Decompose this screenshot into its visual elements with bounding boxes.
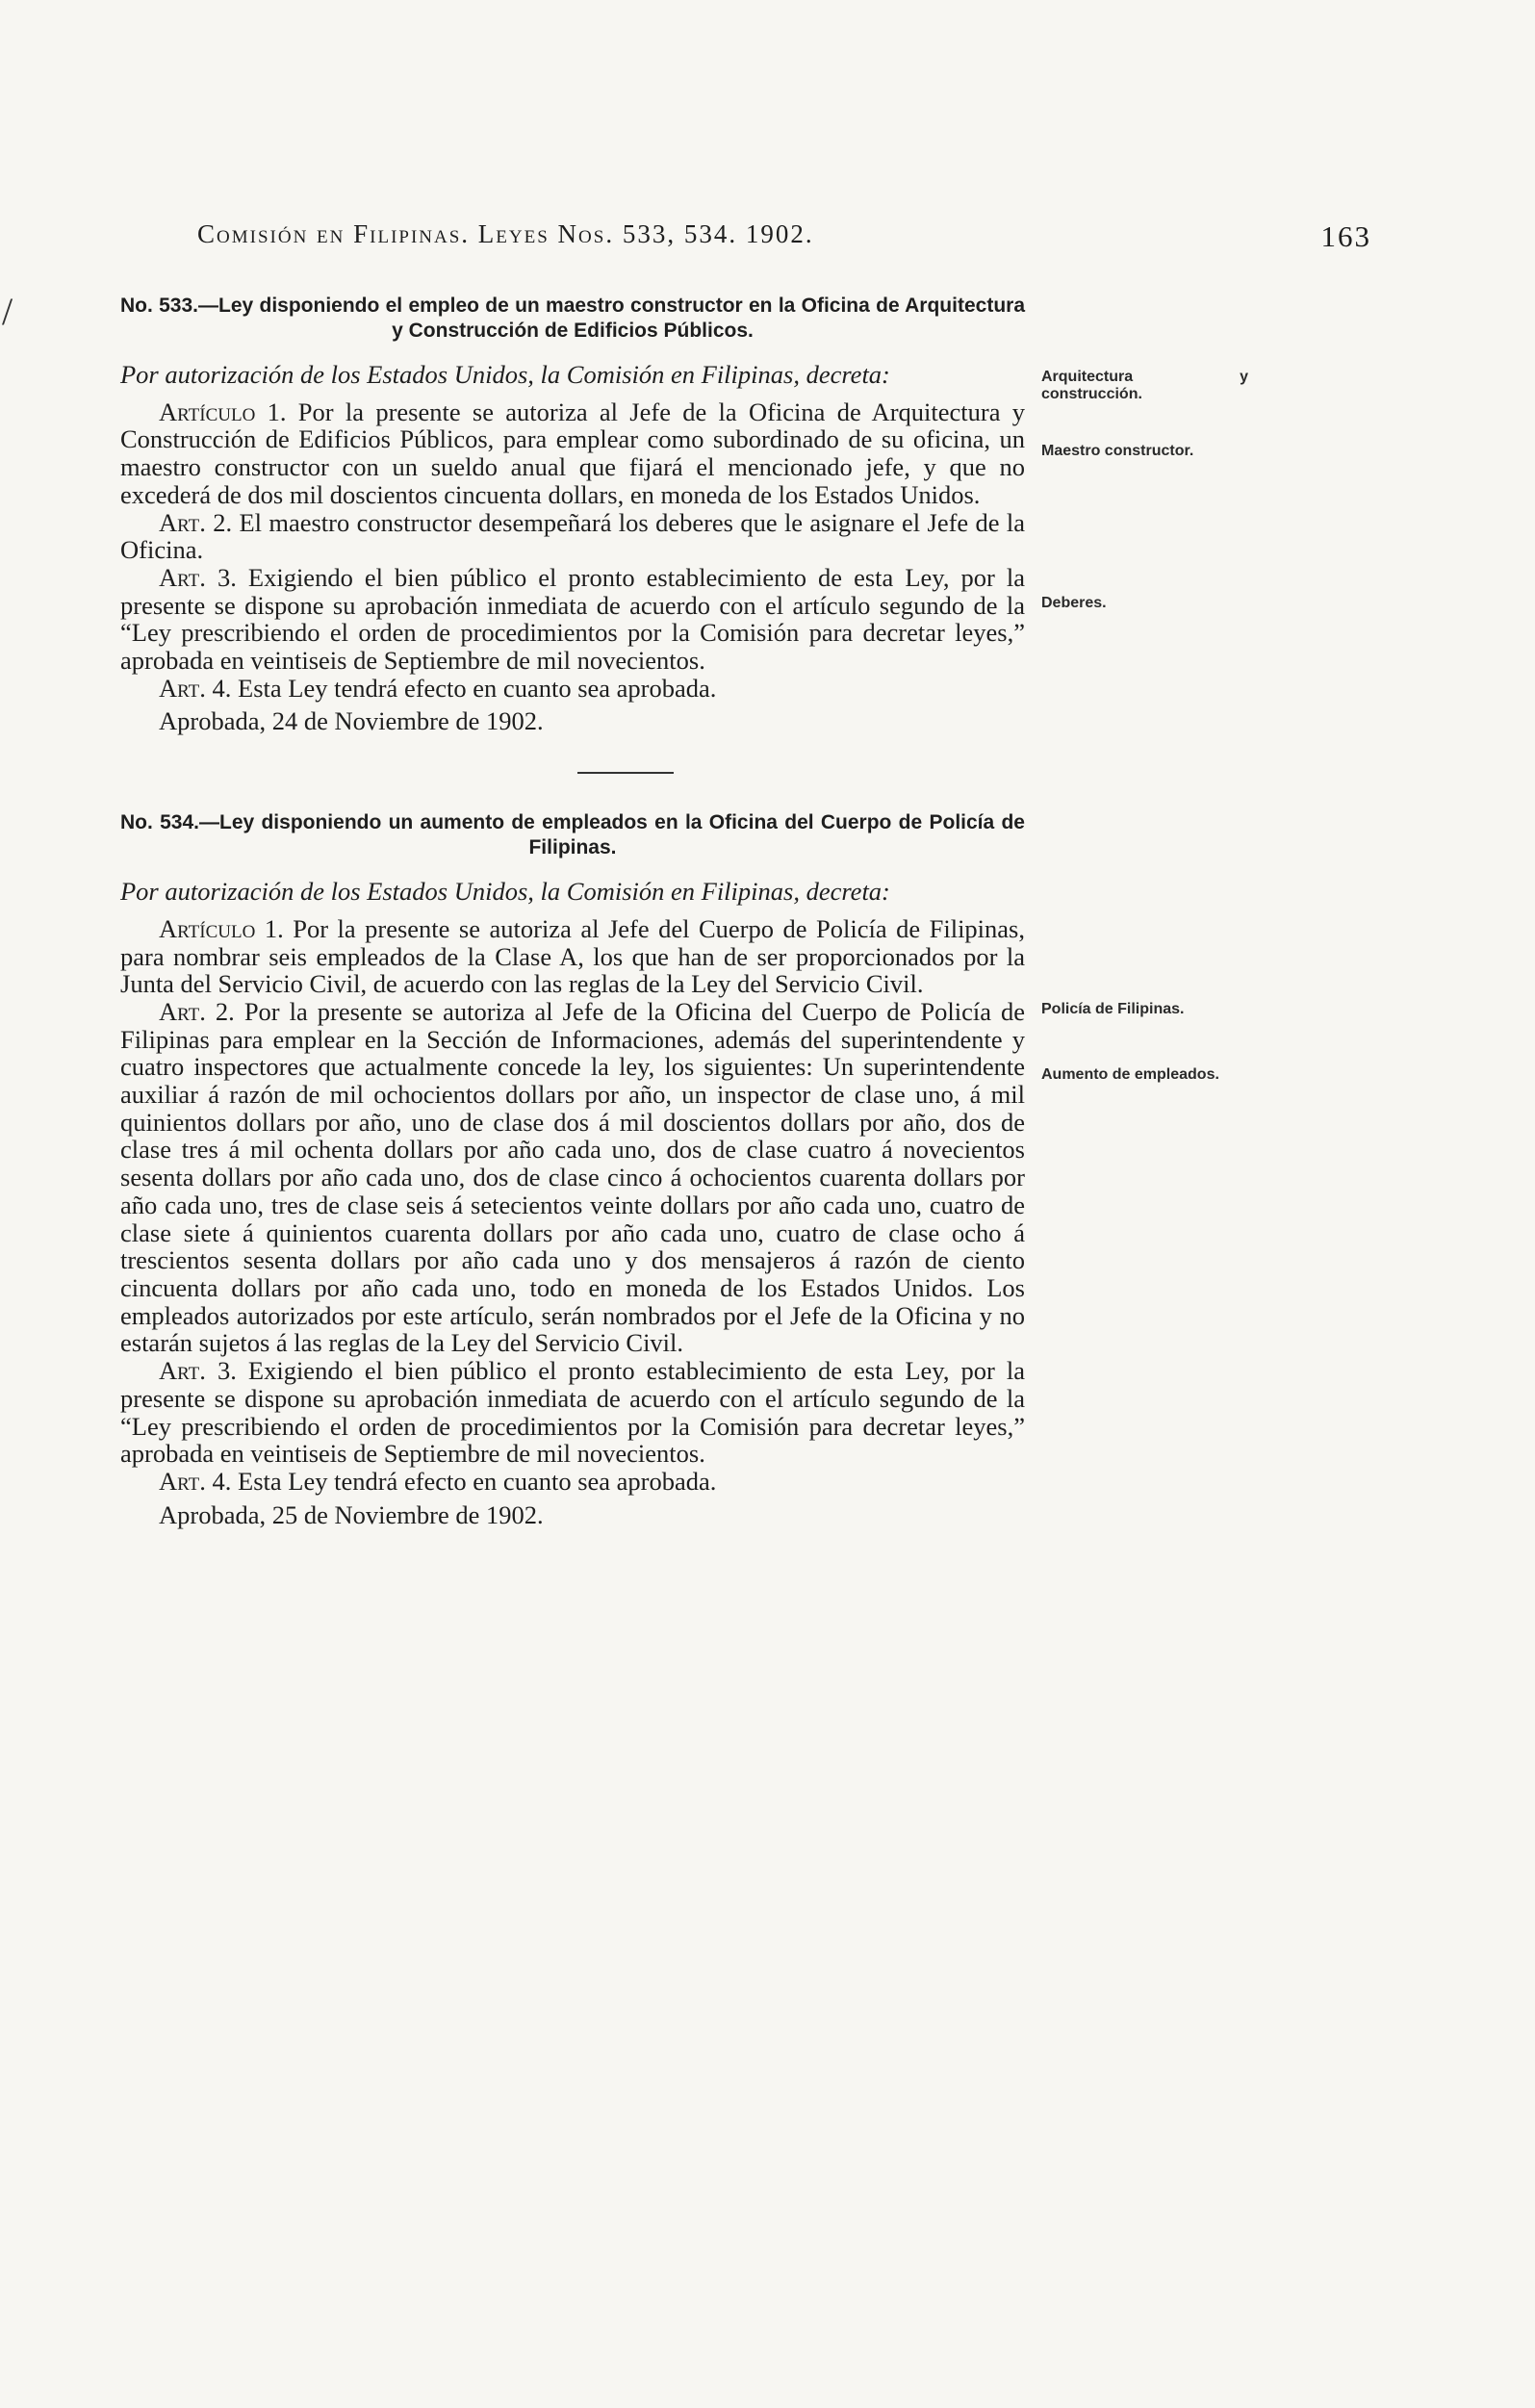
article-4 [120, 1468, 1025, 1496]
running-head: Comisión en Filipinas. Leyes Nos. 533, 534. 1902. [197, 219, 814, 248]
approval-date: Aprobada, 24 de Noviembre de 1902. [159, 706, 544, 736]
article-text: Exigiendo el bien público el pronto establecimiento de esta Ley, por la presente se dispone su aprobación inmediata de acuerdo con el artículo segundo de la “Ley prescribiendo el orden de procedimientos por la Comisión para decretar leyes,” aprobada en veintiseis de Septiembre de mil novecientos. [120, 1356, 1025, 1469]
section-divider [577, 772, 674, 774]
article-2 [120, 509, 1025, 564]
page-header [197, 219, 1371, 258]
margin-note-aumento-empleados: Aumento de empleados. [1041, 1066, 1219, 1083]
enacting-clause: Por autorización de los Estados Unidos, la Comisión en Filipinas, decreta: [120, 877, 890, 907]
law-534 [120, 810, 1025, 1528]
article-label: Art. 4. [159, 1466, 232, 1496]
law-number: No. 534. [120, 811, 199, 834]
article-label: Artículo 1. [159, 913, 284, 943]
article-text: El maestro constructor desempeñará los deberes que le asignare el Jefe de la Oficina. [120, 507, 1025, 565]
article-1 [120, 398, 1025, 509]
stray-pen-mark: / [2, 290, 13, 333]
margin-note-deberes: Deberes. [1041, 595, 1107, 611]
article-label: Art. 4. [159, 673, 232, 703]
law-title [120, 294, 1025, 344]
article-text: Esta Ley tendrá efecto en cuanto sea aprobada. [238, 1466, 717, 1496]
margin-note-policia: Policía de Filipinas. [1041, 1001, 1185, 1017]
law-title-text: —Ley disponiendo el empleo de un maestro constructor en la Oficina de Arquitectura y Construcción de Edificios Públicos. [198, 295, 1025, 342]
page-number: 163 [1320, 219, 1371, 253]
main-text [120, 294, 1025, 1528]
article-3 [120, 564, 1025, 675]
law-533 [120, 294, 1025, 735]
article-4 [120, 675, 1025, 703]
article-label: Art. 2. [159, 996, 235, 1026]
margin-note-arquitectura: Arquitectura y construcción. [1041, 369, 1248, 402]
article-text: Por la presente se autoriza al Jefe de la Oficina del Cuerpo de Policía de Filipinas para emplear en la Sección de Informaciones, además del superintendente y cuatro inspectores que actualmente concede la ley, los siguientes: Un superintendente auxiliar á razón de mil ochocientos dollars por año, un inspector de clase uno, á mil quinientos dollars por año, uno de clase dos á mil doscientos dollars por año, dos de clase tres á mil ochenta dollars por año cada uno, dos de clase cuatro á novecientos sesenta dollars por año cada uno, dos de clase cinco á ochocientos cuarenta dollars por año cada uno, tres de clase seis á setecientos veinte dollars por año cada uno, cuatro de clase siete á quinientos cuarenta dollars por año cada uno, cuatro de clase ocho á trescientos sesenta dollars por año cada uno y dos mensajeros á razón de ciento cincuenta dollars por año cada uno, todo en moneda de los Estados Unidos. Los empleados autorizados por este artículo, serán nombrados por el Jefe de la Oficina y no estarán sujetos á las reglas de la Ley del Servicio Civil. [120, 996, 1026, 1358]
law-number: No. 533. [120, 295, 199, 317]
law-title-text: —Ley disponiendo un aumento de empleados en la Oficina del Cuerpo de Policía de Filipinas. [199, 811, 1025, 859]
law-title [120, 810, 1025, 860]
article-label: Art. 3. [159, 562, 237, 592]
article-label: Art. 3. [159, 1356, 237, 1386]
approval-date: Aprobada, 25 de Noviembre de 1902. [159, 1499, 544, 1529]
enacting-clause: Por autorización de los Estados Unidos, la Comisión en Filipinas, decreta: [120, 360, 890, 389]
margin-note-maestro-constructor: Maestro constructor. [1041, 443, 1194, 459]
article-label: Artículo 1. [159, 397, 287, 426]
article-text: Esta Ley tendrá efecto en cuanto sea aprobada. [238, 673, 717, 703]
article-2 [120, 998, 1025, 1357]
article-text: Por la presente se autoriza al Jefe del Cuerpo de Policía de Filipinas, para nombrar seis empleados de la Clase A, los que han de ser proporcionados por la Junta del Servicio Civil, de acuerdo con las reglas de la Ley del Servicio Civil. [120, 913, 1025, 999]
article-3 [120, 1357, 1025, 1468]
article-text: Exigiendo el bien público el pronto establecimiento de esta Ley, por la presente se dispone su aprobación inmediata de acuerdo con el artículo segundo de la “Ley prescribiendo el orden de procedimientos por la Comisión para decretar leyes,” aprobada en veintiseis de Septiembre de mil novecientos. [120, 562, 1025, 676]
article-text: Por la presente se autoriza al Jefe de la Oficina de Arquitectura y Construcción de Edificios Públicos, para emplear como subordinado de su oficina, un maestro constructor con un sueldo anual que fijará el mencionado jefe, y que no excederá de dos mil doscientos cincuenta dollars, en moneda de los Estados Unidos. [120, 397, 1026, 509]
article-1 [120, 915, 1025, 998]
article-label: Art. 2. [159, 507, 233, 537]
